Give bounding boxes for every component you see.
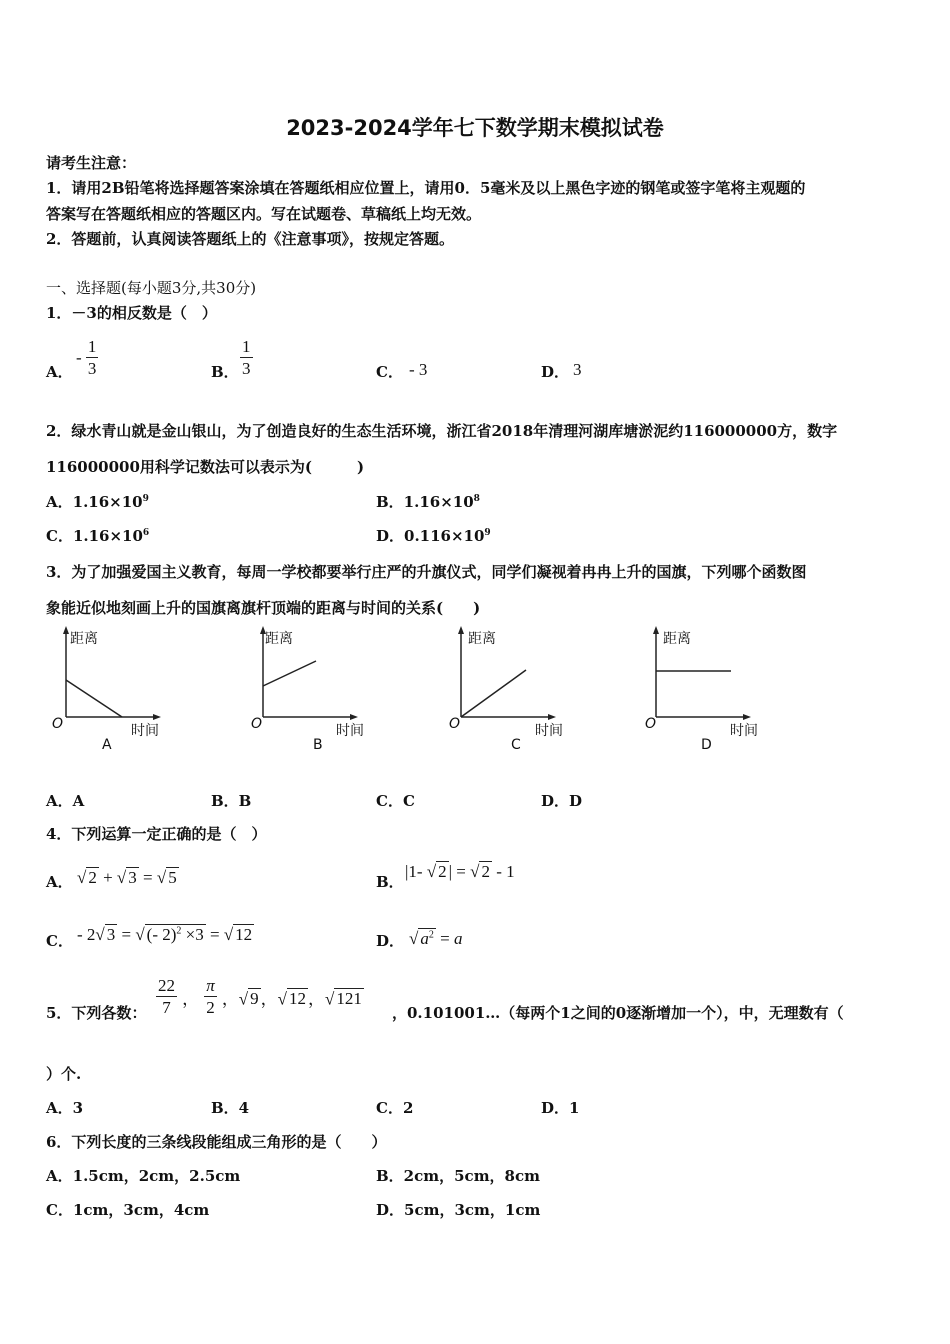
q2-option-b: B．$1.16\times 10^8$ <box>376 493 480 511</box>
q3-graph-b-y-axis-label: 距离 <box>265 631 293 647</box>
q4-option-b-label: B． <box>376 873 404 891</box>
q1-option-b-label: B． <box>211 363 239 381</box>
q1-option-d-value: 3 <box>573 360 582 379</box>
q6-option-b: B．2cm，5cm，8cm <box>376 1167 541 1185</box>
q2-option-a: A．$1.16\times 10^9$ <box>46 493 149 511</box>
q6-option-a: A．1.5cm，2cm，2.5cm <box>46 1167 241 1185</box>
q2-option-d: D．$0.116\times 10^9$ <box>376 527 491 545</box>
q3-graph-d-y-axis-label: 距离 <box>663 631 691 647</box>
q3-graph-a-origin: O <box>52 716 64 732</box>
q2-stem-line-1: 2．绿水青山就是金山银山，为了创造良好的生态生活环境，浙江省2018年清理河湖库塘淤泥约116000000方，数字 <box>46 422 838 440</box>
q3-graph-a-y-axis-label: 距离 <box>70 631 98 647</box>
q3-option-a: A．A <box>46 792 85 810</box>
section-heading: 一、选择题(每小题3分,共30分) <box>46 279 257 297</box>
q4-option-a-expression: √ 2 + √ 3 = √ 5 <box>77 868 177 887</box>
q4-option-c-label: C． <box>46 932 73 950</box>
q5-stem-prefix: 5．下列各数： <box>46 1004 147 1022</box>
q3-option-b: B．B <box>211 792 252 810</box>
q6-option-c: C．1cm，3cm，4cm <box>46 1201 210 1219</box>
q5-number-list: $\frac{22}{7}$ ， $\frac{\pi}{2}$ ，√ 9 ，√ 12 ，√ 121 <box>158 976 362 1018</box>
q5-stem-suffix: ，0.101001…（每两个1之间的0逐渐增加一个），中，无理数有（ <box>392 1004 844 1022</box>
q4-option-a-label: A． <box>46 873 73 891</box>
q3-graph-c-y-axis-label: 距离 <box>468 631 496 647</box>
q3-graph-a-label: A <box>102 737 112 753</box>
q1-option-a-value: - $\frac{1}{3}$ <box>76 337 97 379</box>
q1-option-a-label: A． <box>46 363 73 381</box>
q4-stem: 4．下列运算一定正确的是（ ） <box>46 825 267 843</box>
q5-option-d: D．1 <box>541 1099 580 1117</box>
q3-graph-d-label: D <box>701 737 712 753</box>
q3-graph-b-origin: O <box>251 716 263 732</box>
q3-stem-line-1: 3．为了加强爱国主义教育，每周一学校都要举行庄严的升旗仪式，同学们凝视着冉冉上升的国旗，下列哪个函数图 <box>46 563 807 581</box>
q1-option-b-value: $\frac{1}{3}$ <box>242 337 251 379</box>
q3-graph-d-origin: O <box>645 716 657 732</box>
notice-line-2: 答案写在答题纸相应的答题区内。写在试题卷、草稿纸上均无效。 <box>46 205 482 223</box>
q6-stem: 6．下列长度的三条线段能组成三角形的是（ ） <box>46 1133 387 1151</box>
q2-option-c: C．$1.16\times 10^6$ <box>46 527 150 545</box>
q4-option-c-expression: - 2√ 3 = √ (- 2)$^2$ ×3 = √ 12 <box>77 925 253 944</box>
q2-stem-line-2: 116000000用科学记数法可以表示为( ) <box>46 458 365 476</box>
q3-graph-b-x-axis-label: 时间 <box>336 723 364 739</box>
q3-graph-c-origin: O <box>449 716 461 732</box>
q3-graph-d-x-axis-label: 时间 <box>730 723 758 739</box>
q3-option-c: C．C <box>376 792 415 810</box>
page-title: 2023-2024学年七下数学期末模拟试卷 <box>286 116 664 140</box>
q3-graph-a-x-axis-label: 时间 <box>131 723 159 739</box>
q5-option-c: C．2 <box>376 1099 414 1117</box>
q1-option-c-value: - 3 <box>409 360 428 379</box>
q4-option-b-expression: |1- √ 2 | = √ 2 - 1 <box>405 862 515 881</box>
q3-stem-line-2: 象能近似地刻画上升的国旗离旗杆顶端的距离与时间的关系( ) <box>46 599 481 617</box>
q4-option-d-label: D． <box>376 932 405 950</box>
q1-stem: 1．－3的相反数是（ ） <box>46 304 217 322</box>
notice-line-1: 1．请用2B铅笔将选择题答案涂填在答题纸相应位置上，请用0．5毫米及以上黑色字迹的钢笔或签字笔将主观题的 <box>46 179 806 197</box>
q3-graph-a <box>46 622 186 762</box>
q4-option-d-expression: √ $a^2 = a$ <box>409 929 463 948</box>
q3-graph-b-line <box>263 661 316 686</box>
q1-option-c-label: C． <box>376 363 403 381</box>
q1-option-d-label: D． <box>541 363 570 381</box>
q5-option-a: A．3 <box>46 1099 84 1117</box>
notice-line-3: 2．答题前，认真阅读答题纸上的《注意事项》，按规定答题。 <box>46 230 454 248</box>
q3-graph-c-line <box>461 670 526 717</box>
q5-stem-end: ）个. <box>46 1065 82 1083</box>
q6-option-d: D．5cm，3cm，1cm <box>376 1201 541 1219</box>
q3-graph-c-x-axis-label: 时间 <box>535 723 563 739</box>
q3-graph-b-label: B <box>313 737 323 753</box>
q3-graph-c-label: C <box>511 737 521 753</box>
q3-option-d: D．D <box>541 792 583 810</box>
q5-option-b: B．4 <box>211 1099 250 1117</box>
q3-graph-a-line <box>66 680 122 717</box>
notice-heading: 请考生注意： <box>46 154 137 172</box>
